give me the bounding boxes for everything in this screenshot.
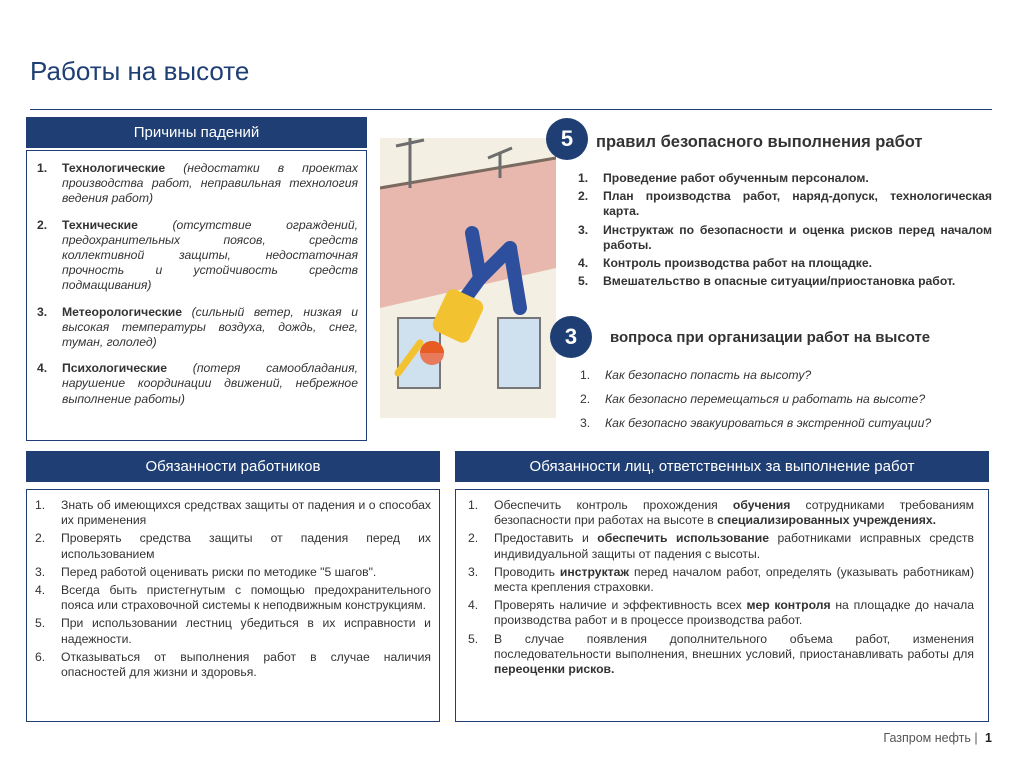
questions-title: вопроса при организации работ на высоте — [610, 329, 931, 346]
page-number: 1 — [985, 731, 992, 745]
page-title: Работы на высоте — [30, 56, 250, 86]
question-item: 1. Как безопасно попасть на высоту? — [580, 368, 812, 382]
rules-title: правил безопасного выполнения работ — [596, 133, 923, 151]
question-item: 2. Как безопасно перемещаться и работать на высоте? — [580, 392, 926, 406]
rule-item: 2. План производства работ, наряд-допуск, технологическая карта. — [578, 189, 992, 219]
footer — [883, 731, 992, 745]
workers-header: Обязанности работников — [26, 451, 440, 482]
worker-duty-item: 1. Знать об имеющихся средствах защиты от падения и о способах их применения — [35, 498, 431, 528]
worker-duty-item: 3. Перед работой оценивать риски по методике "5 шагов". — [35, 564, 377, 579]
question-item: 3. Как безопасно эвакуироваться в экстренной ситуации? — [580, 416, 932, 430]
worker-duty-item: 4. Всегда быть пристегнутым с помощью предохранительного пояса или страховочной системы к неподвижным конструкциям. — [35, 583, 431, 613]
questions-list — [580, 368, 992, 440]
questions-count-badge: 3 — [550, 316, 592, 358]
workers-box — [26, 489, 440, 722]
responsible-duty-item: 3. Проводить инструктаж перед началом работ, определять (указывать работникам) места крепления страховки. — [468, 564, 974, 595]
worker-duty-item: 5. При использовании лестниц убедиться в их исправности и надежности. — [35, 616, 431, 646]
responsible-duty-item: 2. Предоставить и обеспечить использование работниками исправных средств индивидуальной защиты от падения с высоты. — [468, 531, 974, 561]
causes-box — [26, 150, 367, 441]
responsible-header: Обязанности лиц, ответственных за выполнение работ — [455, 451, 989, 482]
title-divider — [30, 109, 992, 110]
rules-list — [578, 171, 992, 292]
responsible-duty-item: 1. Обеспечить контроль прохождения обучения сотрудниками требованиям безопасности при работах на высоте в специализированных учреждениях. — [468, 498, 974, 528]
cause-item: 2. Технические (отсутствие ограждений, предохранительных поясов, средств коллективной защиты, недостаточная прочность и устойчивость средств подмащивания) — [37, 217, 358, 293]
responsible-duty-item: 4. Проверять наличие и эффективность всех мер контроля на площадке до начала производства работ и в процессе производства работ. — [468, 598, 974, 628]
falling-worker-illustration — [380, 118, 556, 418]
rule-item: 5. Вмешательство в опасные ситуации/приостановка работ. — [578, 274, 956, 289]
footer-separator: | — [974, 731, 978, 745]
rule-item: 4. Контроль производства работ на площадке. — [578, 256, 873, 271]
rule-item: 3. Инструктаж по безопасности и оценка рисков перед началом работы. — [578, 222, 992, 252]
worker-duty-item: 2. Проверять средства защиты от падения перед их использованием — [35, 531, 431, 561]
causes-header: Причины падений — [26, 117, 367, 148]
company-name: Газпром нефть — [883, 731, 971, 745]
responsible-box — [455, 489, 989, 722]
worker-duty-item: 6. Отказываться от выполнения работ в случае наличия опасностей для жизни и здоровья. — [35, 649, 431, 680]
responsible-duty-item: 5. В случае появления дополнительного объема работ, изменения последовательности выполнения, внешних условий, приостанавливать работы для переоценки рисков. — [468, 631, 974, 677]
rule-item: 1. Проведение работ обученным персоналом. — [578, 171, 869, 185]
cause-item: 3. Метеорологические (сильный ветер, низкая и высокая температуры воздуха, дождь, снег, туман, гололед) — [37, 304, 358, 350]
cause-item: 4. Психологические (потеря самообладания, нарушение координации движений, небрежное выполнение работы) — [37, 361, 358, 406]
cause-item: 1. Технологические (недостатки в проектах производства работ, неправильная технология ведения работ) — [37, 161, 358, 206]
rules-count-badge: 5 — [546, 118, 588, 160]
